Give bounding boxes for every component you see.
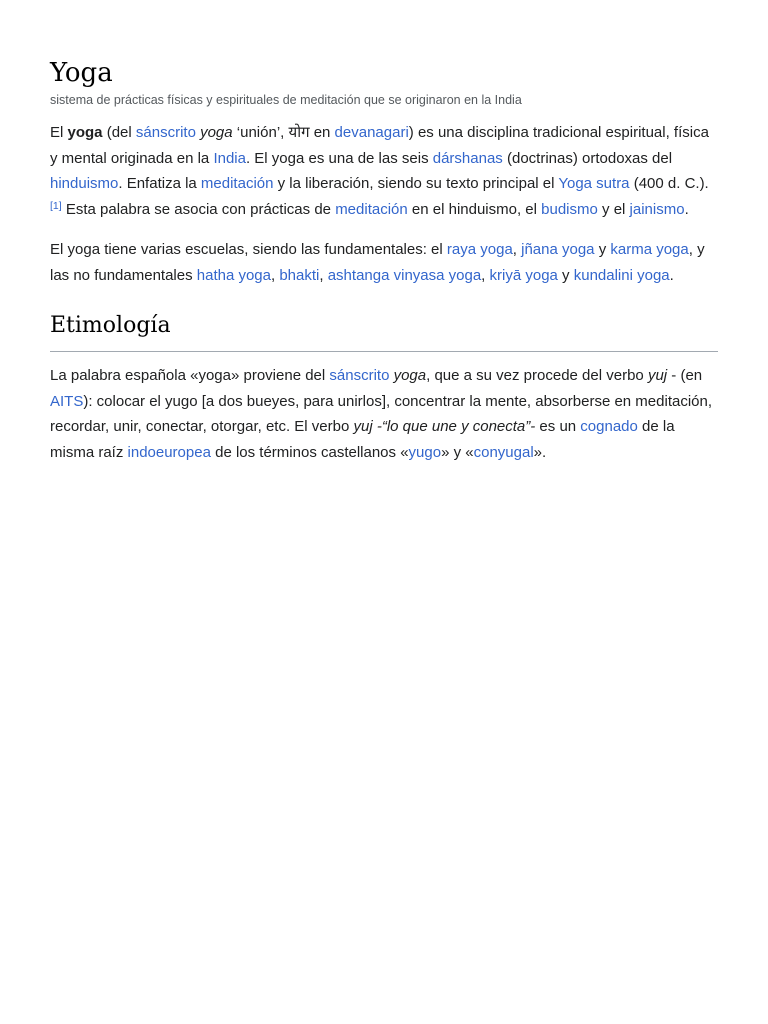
text-run: (400 d. C.).	[629, 175, 709, 192]
wiki-link[interactable]: kriyā yoga	[489, 266, 558, 284]
italic-term: yuj -“lo que une y conecta”-	[353, 418, 536, 435]
bold-term: yoga	[67, 124, 103, 141]
reference-marker: [1]	[50, 199, 62, 212]
wiki-link[interactable]: Yoga sutra	[558, 175, 630, 192]
section-heading-etimologia: Etimología	[50, 311, 718, 352]
wiki-link[interactable]: devanagari	[334, 124, 409, 141]
wiki-link[interactable]: budismo	[541, 200, 598, 218]
wiki-link[interactable]: conyugal	[473, 443, 534, 461]
text-run: La palabra española «yoga» proviene del	[50, 367, 330, 384]
text-run: de los términos castellanos «	[210, 443, 409, 461]
page-subtitle: sistema de prácticas físicas y espirituales de meditación que se originaron en la India	[50, 93, 522, 107]
text-run: y el	[597, 200, 630, 218]
intro-paragraph-1	[50, 120, 718, 222]
wiki-link[interactable]: cognado	[580, 418, 638, 435]
page-title: Yoga	[50, 58, 113, 88]
text-run: - (en	[667, 367, 703, 384]
wiki-link[interactable]: hinduismo	[50, 175, 119, 192]
text-run: El yoga tiene varias escuelas, siendo las fundamentales: el	[50, 241, 447, 258]
article	[50, 55, 718, 480]
text-run: es un	[535, 418, 581, 435]
text-run: ,	[271, 266, 280, 284]
section-etimologia	[50, 363, 718, 465]
wiki-link[interactable]: yugo	[408, 443, 442, 461]
text-run: Esta palabra se asocia con prácticas de	[61, 200, 336, 218]
text-run: , que a su vez procede del verbo	[426, 367, 648, 384]
wiki-link[interactable]: meditación	[200, 175, 274, 192]
wiki-link[interactable]: jñana yoga	[521, 241, 595, 258]
wiki-link[interactable]: sánscrito	[135, 124, 196, 141]
text-run: ): colocar el yugo [a dos bueyes, para unirlos], concentrar la mente, absorberse en meditación, recordar, unir, conectar, otorgar, etc. El verbo	[50, 392, 713, 435]
text-run: , y las no fundamentales	[50, 241, 705, 284]
text-run: » y «	[441, 443, 474, 461]
text-run: ,	[319, 266, 328, 284]
text-run: El	[50, 124, 68, 141]
text-run: . Enfatiza la	[118, 175, 201, 192]
text-run: .	[669, 266, 674, 284]
intro-paragraph-2	[50, 237, 718, 288]
text-run: ,	[512, 241, 522, 258]
text-run: .	[684, 200, 689, 218]
text-run: en el hinduismo, el	[407, 200, 542, 218]
wiki-link[interactable]: AITS	[50, 392, 84, 410]
text-run: ,	[481, 266, 490, 284]
text-run: (del	[102, 124, 136, 141]
wiki-link[interactable]: ashtanga vinyasa yoga	[327, 266, 482, 284]
text-run: y la liberación, siendo su texto principal el	[273, 175, 559, 192]
etimologia-paragraph-1	[50, 363, 718, 465]
wiki-link[interactable]: bhakti	[279, 266, 320, 284]
text-run: (doctrinas) ortodoxas del	[502, 149, 673, 167]
wiki-link[interactable]: hatha yoga	[196, 266, 271, 284]
wiki-link[interactable]: meditación	[335, 200, 408, 218]
wiki-link[interactable]: India	[213, 149, 246, 167]
wiki-link[interactable]: kundalini yoga	[573, 266, 670, 284]
text-run: de la misma raíz	[50, 418, 675, 461]
text-run: . El yoga es una de las seis	[245, 149, 433, 167]
italic-term: yoga	[393, 367, 427, 384]
text-run: ».	[533, 443, 547, 461]
text-run: ) es una disciplina tradicional espiritual, física y mental originada en la	[50, 124, 709, 167]
wiki-link[interactable]: sánscrito	[329, 367, 390, 384]
wiki-link[interactable]: raya yoga	[446, 241, 513, 258]
text-run: y	[557, 266, 574, 284]
text-run: ‘unión’, योग en	[232, 124, 335, 141]
reference-link[interactable]	[50, 201, 62, 218]
text-run: y	[594, 241, 611, 258]
italic-term: yoga	[200, 124, 233, 141]
wiki-link[interactable]: jainismo	[629, 200, 685, 218]
wiki-link[interactable]: karma yoga	[610, 241, 689, 258]
wiki-link[interactable]: dárshanas	[432, 149, 503, 167]
italic-term: yuj	[647, 367, 668, 384]
wiki-link[interactable]: indoeuropea	[127, 443, 211, 461]
